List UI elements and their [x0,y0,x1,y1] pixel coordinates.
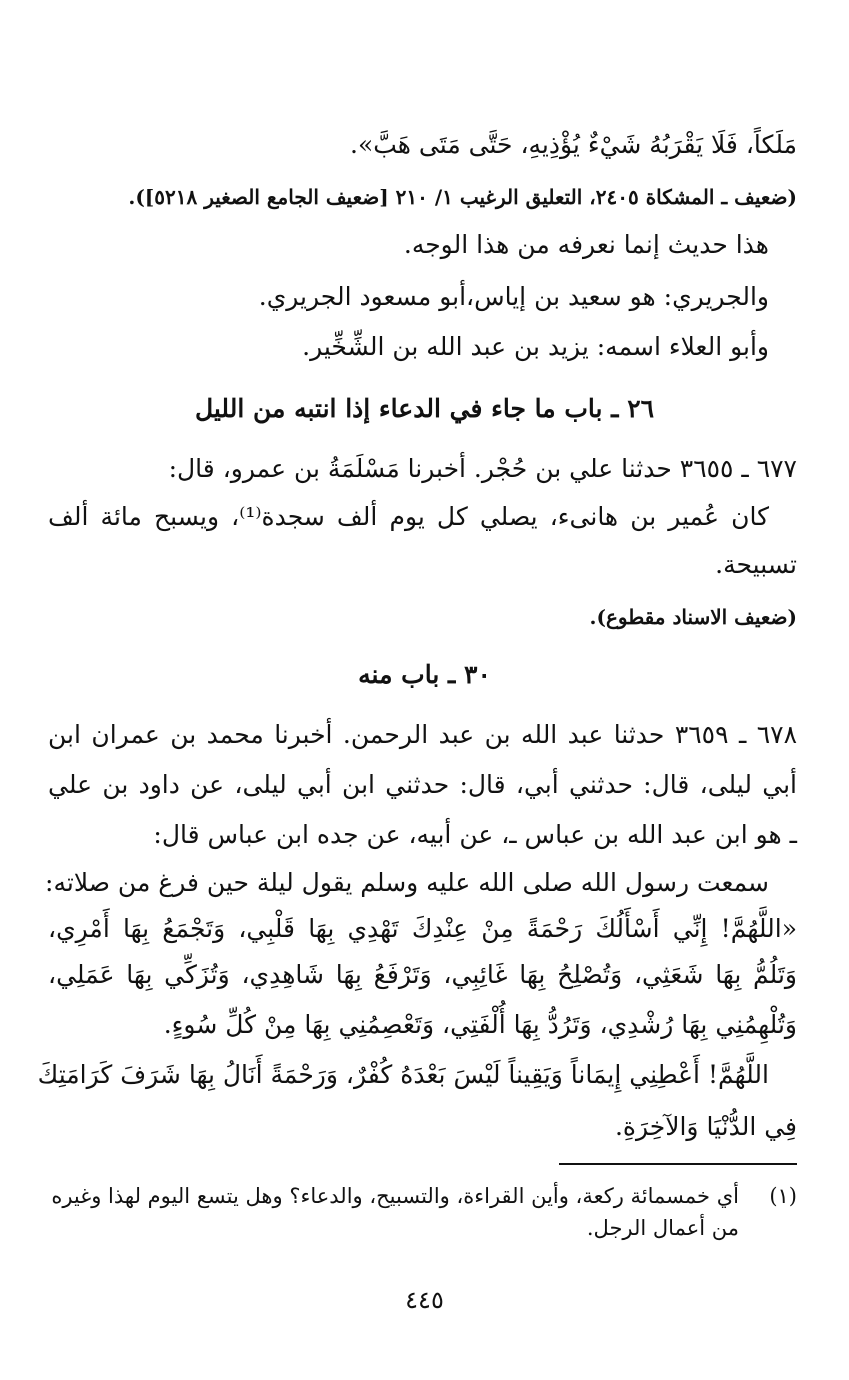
hadith-chain-line: ٦٧٨ ـ ٣٦٥٩ حدثنا عبد الله بن عبد الرحمن. أخبرنا محمد بن عمران ابن [48,720,798,749]
supplication-line: فِي الدُّنْيَا وَالآخِرَةِ. [614,1112,797,1141]
chapter-heading: ٢٦ ـ باب ما جاء في الدعاء إذا انتبه من الليل [194,394,655,423]
supplication-line: اللَّهُمَّ! أَعْطِنِي إِيمَاناً وَيَقِيناً لَيْسَ بَعْدَهُ كُفْرٌ، وَرَحْمَةً أَنَالُ بِهَا شَرَفَ كَرَامَتِكَ [37,1060,769,1089]
supplication-line: «اللَّهُمَّ! إِنِّي أَسْأَلُكَ رَحْمَةً مِنْ عِنْدِكَ تَهْدِي بِهَا قَلْبِي، وَتَجْمَعُ بِهَا أَمْرِي، [48,914,797,943]
hadith-chain-line: أبي ليلى، قال: حدثني أبي، قال: حدثني ابن أبي ليلى، عن داود بن علي [48,770,797,799]
page-number: ٤٤٥ [405,1286,444,1314]
supplication-line: وَتَلُمُّ بِهَا شَعَثِي، وَتُصْلِحُ بِهَا غَائِبِي، وَتَرْفَعُ بِهَا شَاهِدِي، وَتُزَكِّي بِهَا عَمَلِي، [48,960,797,989]
commentary-line: هذا حديث إنما نعرفه من هذا الوجه. [403,230,769,259]
commentary-line: وأبو العلاء اسمه: يزيد بن عبد الله بن الشِّخِّير. [302,332,769,361]
grading-note: (ضعيف ـ المشكاة ٢٤٠٥، التعليق الرغيب ١/ ٢١٠ [ضعيف الجامع الصغير ٥٢١٨]). [128,185,797,209]
chapter-heading: ٣٠ ـ باب منه [358,660,491,689]
grading-note: (ضعيف الاسناد مقطوع). [589,605,797,629]
hadith-text-line: كان عُمير بن هانىء، يصلي كل يوم ألف سجدة⁽¹⁾، ويسبح مائة ألف [48,502,769,531]
footnote-text: أي خمسمائة ركعة، وأين القراءة، والتسبيح، والدعاء؟ وهل يتسع اليوم لهذا وغيره من أعمال الرجل. [51,1184,739,1240]
commentary-line: والجريري: هو سعيد بن إياس،أبو مسعود الجريري. [258,282,769,311]
hadith-chain-line: ٦٧٧ ـ ٣٦٥٥ حدثنا علي بن حُجْر. أخبرنا مَسْلَمَةُ بن عمرو، قال: [168,454,797,483]
supplication-line: وَتُلْهِمُنِي بِهَا رُشْدِي، وَتَرُدُّ بِهَا أُلْفَتِي، وَتَعْصِمُنِي بِهَا مِنْ كُلِّ سُوءٍ. [163,1010,797,1039]
hadith-text-line: سمعت رسول الله صلى الله عليه وسلم يقول ليلة حين فرغ من صلاته: [45,868,769,897]
footnote-divider [559,1163,797,1165]
footnote-marker: (١) [769,1184,797,1208]
hadith-text-line: مَلَكاً، فَلَا يَقْرَبُهُ شَيْءٌ يُؤْذِيهِ، حَتَّى مَتَى هَبَّ». [350,130,797,159]
hadith-text-line: تسبيحة. [715,550,797,579]
footnote [48,1180,797,1250]
hadith-chain-line: ـ هو ابن عبد الله بن عباس ـ، عن أبيه، عن جده ابن عباس قال: [153,820,797,849]
